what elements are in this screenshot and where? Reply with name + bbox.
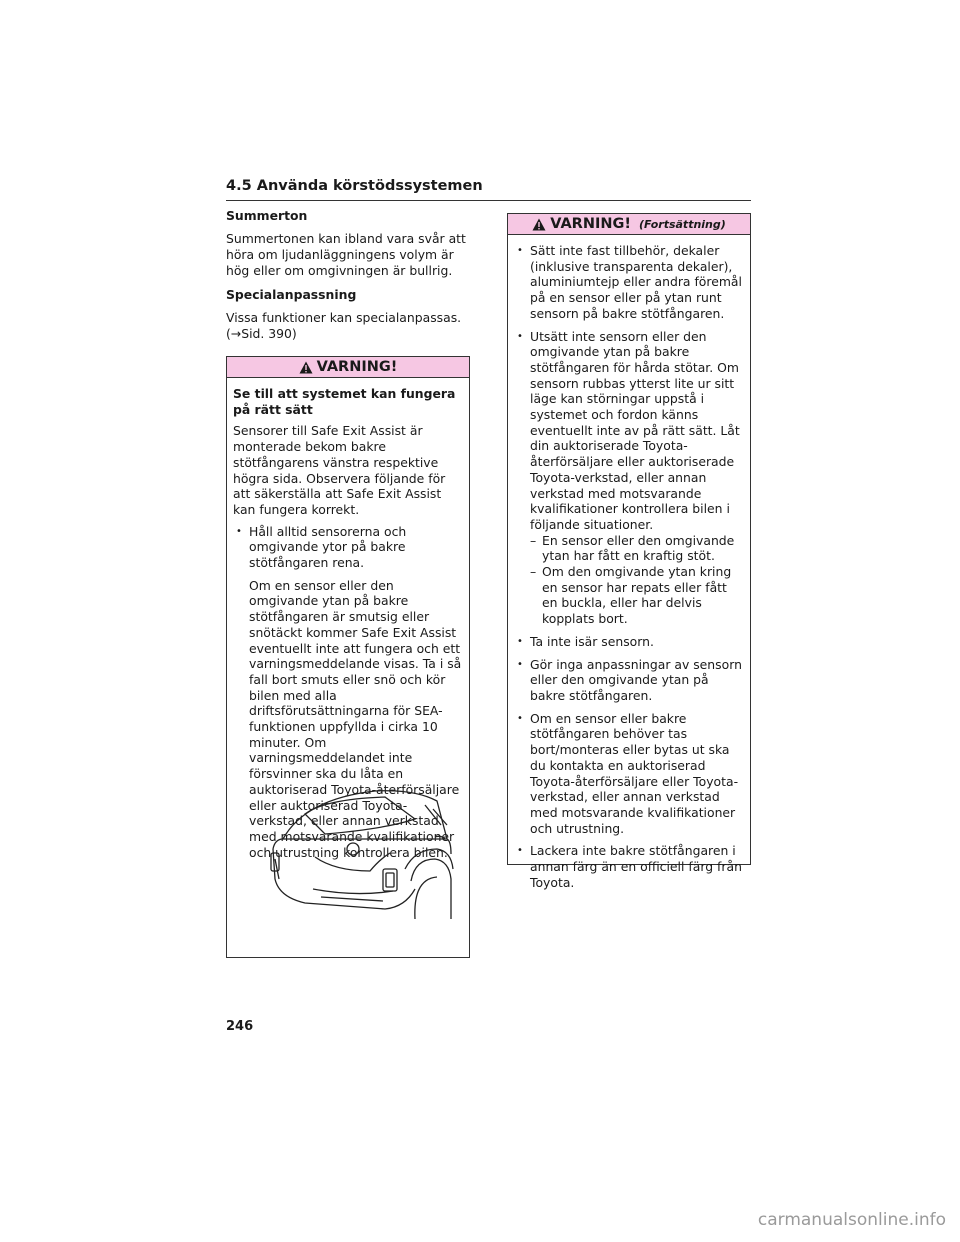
warning-intro: Sensorer till Safe Exit Assist är monterade bekom bakre stötfångarens vänstra respektive högra sida. Observera följande för att säkerställa att Safe Exit Assist kan fungera korrekt. [233, 423, 446, 517]
paragraph-specialanpassning: Vissa funktioner kan specialanpassas. (→Sid. 390) [226, 310, 462, 341]
warning-box [226, 356, 470, 958]
warning-box-continued [507, 213, 751, 890]
page-number: 246 [226, 1019, 254, 1034]
list-item: • Lackera inte bakre stötfångaren i annan färg än en officiell färg från Toyota. [514, 843, 744, 890]
continued-label: (Fortsättning) [639, 217, 726, 231]
left-column [226, 208, 470, 350]
dash-item: – Om den omgivande ytan kring en sensor har repats eller fått en buckla, eller har delvis kopplats bort. [530, 564, 744, 627]
paragraph-summerton: Summertonen kan ibland vara svår att höra om ljudanläggningens volym är hög eller om omgivningen är bullrig. [226, 231, 466, 278]
heading-specialanpassning: Specialanpassning [226, 287, 357, 302]
warning-body [508, 235, 750, 905]
list-item: • Utsätt inte sensorn eller den omgivande ytan på bakre stötfångaren för hårda stötar. Om sensorn rubbas ytterst lite ur sitt läge kan störningar uppstå i systemet och fordon känns eventuellt inte av på rätt sätt. Låt din auktoriserade Toyota-återförsäljare eller auktoriserade Toyota-verkstad, eller annan verkstad med motsvarande kvalifikationer kontrollera bilen i följande situationer. – En sensor eller den omgivande ytan har fått en kraftig stöt. – Om den omgivande ytan kring en sensor har repats eller fått en buckla, eller har delvis kopplats bort. [514, 329, 744, 627]
warning-header [508, 214, 750, 235]
warning-paragraph: Om en sensor eller den omgivande ytan på bakre stötfångaren är smutsig eller snötäckt kommer Safe Exit Assist eventuellt inte att fungera och ett varningsmeddelande visas. Ta i så fall bort smuts eller snö och kör bilen med alla driftsförutsättningarna för SEA-funktionen uppfyllda i cirka 10 minuter. Om varningsmeddelandet inte försvinner ska du låta en auktoriserad Toyota-återförsäljare eller auktoriserad Toyota-verkstad, eller annan verkstad med motsvarande kvalifikationer och utrustning kontrollera bilen. [249, 577, 462, 860]
list-item: • Gör inga anpassningar av sensorn eller den omgivande ytan på bakre stötfångaren. [514, 657, 744, 704]
heading-summerton: Summerton [226, 208, 308, 223]
list-item: • Håll alltid sensorerna och omgivande ytor på bakre stötfångaren rena. [233, 524, 463, 571]
car-rear-illustration [265, 779, 455, 927]
watermark: carmanualsonline.info [757, 1210, 946, 1230]
list-item: • Ta inte isär sensorn. [514, 634, 744, 650]
list-item: • Om en sensor eller bakre stötfångaren behöver tas bort/monteras eller bytas ut ska du kontakta en auktoriserad Toyota-återförsäljare eller Toyota-verkstad, eller annan verkstad med motsvarande kvalifikationer och utrustning. [514, 711, 744, 837]
list-item: • Sätt inte fast tillbehör, dekaler (inklusive transparenta dekaler), aluminiumtejp eller andra föremål på en sensor eller på ytan runt sensorn på bakre stötfångaren. [514, 243, 744, 322]
section-header: 4.5 Använda körstödssystemen [226, 178, 751, 201]
warning-label: VARNING! [316, 359, 398, 375]
warning-heading: Se till att systemet kan fungera på rätt sätt [233, 386, 456, 417]
warning-triangle-icon [532, 218, 546, 231]
warning-header [227, 357, 469, 378]
warning-label: VARNING! [550, 216, 632, 232]
warning-triangle-icon [299, 361, 313, 374]
dash-item: – En sensor eller den omgivande ytan har fått en kraftig stöt. [530, 533, 744, 564]
